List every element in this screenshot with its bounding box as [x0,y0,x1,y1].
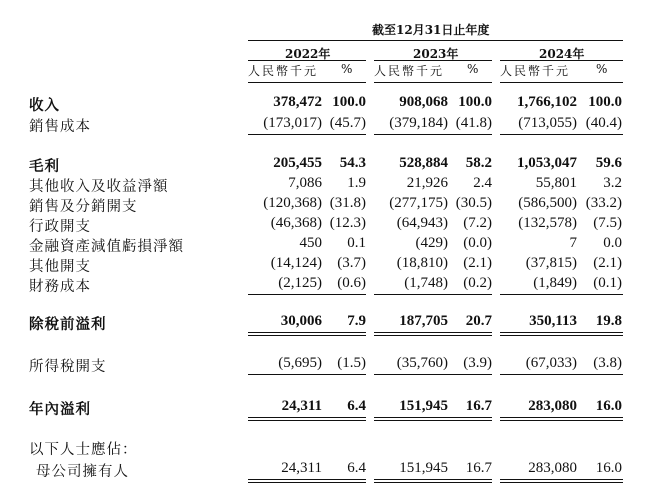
amount-cell: 187,705 [399,313,448,329]
amount-cell: (64,943) [396,215,448,231]
row-label: 行政開支 [29,219,91,235]
amount-cell: (1,748) [404,275,448,291]
total-underline [248,335,366,336]
percent-cell: 2.4 [473,175,492,191]
total-underline [248,420,366,421]
amount-cell: (713,055) [518,115,577,131]
amount-cell: (379,184) [389,115,448,131]
row-label: 年內溢利 [29,401,91,418]
total-underline [248,417,366,418]
percent-cell: (3.8) [593,355,622,371]
total-underline [248,482,366,483]
year-2022-rule [248,60,366,61]
percent-cell: 0.0 [603,235,622,251]
unit-2023-rule [374,82,492,83]
unit-2024-rule [500,82,623,83]
amount-cell: 1,766,102 [517,94,577,110]
percent-cell: 6.4 [347,398,366,414]
row-label: 所得稅開支 [29,359,107,375]
total-underline [500,482,623,483]
row-label: 除稅前溢利 [29,316,107,333]
amount-cell: 24,311 [281,460,322,476]
period-title: 截至12月31日止年度 [372,23,490,37]
percent-cell: 3.2 [603,175,622,191]
total-underline [248,374,366,375]
total-underline [374,134,492,135]
amount-cell: 283,080 [528,398,577,414]
percent-cell: (40.4) [585,115,622,131]
percent-cell: 20.7 [465,313,492,329]
row-label: 母公司擁有人 [36,464,129,480]
percent-cell: 16.7 [465,398,492,414]
percent-cell: (2.1) [463,255,492,271]
total-underline [248,332,366,333]
unit-percent-2022: % [341,62,355,76]
percent-cell: 16.0 [595,460,622,476]
amount-cell: (173,017) [263,115,322,131]
total-underline [374,420,492,421]
amount-cell: 55,801 [535,175,577,191]
total-underline [374,482,492,483]
amount-cell: 350,113 [529,313,577,329]
percent-cell: 6.4 [347,460,366,476]
total-underline [374,294,492,295]
row-label: 財務成本 [29,279,91,295]
row-label: 銷售及分銷開支 [29,199,138,215]
amount-cell: (5,695) [278,355,322,371]
percent-cell: (1.5) [337,355,366,371]
amount-cell: (35,760) [396,355,448,371]
total-underline [500,420,623,421]
total-underline [374,332,492,333]
amount-cell: (429) [415,235,448,251]
row-label: 銷售成本 [29,119,91,135]
total-underline [500,294,623,295]
total-underline [500,332,623,333]
amount-cell: 7 [569,235,577,251]
percent-cell: (0.2) [463,275,492,291]
row-label: 以下人士應佔： [29,442,138,458]
total-underline [248,294,366,295]
percent-cell: (0.0) [463,235,492,251]
total-underline [500,417,623,418]
amount-cell: 283,080 [528,460,577,476]
amount-cell: 205,455 [273,155,322,171]
total-underline [500,374,623,375]
year-2024-rule [500,60,623,61]
amount-cell: (132,578) [518,215,577,231]
amount-cell: 24,311 [281,398,322,414]
percent-cell: (7.2) [463,215,492,231]
percent-cell: (31.8) [329,195,366,211]
amount-cell: (586,500) [518,195,577,211]
percent-cell: 100.0 [588,94,622,110]
unit-amount-2022: 人民幣千元 [248,64,319,78]
amount-cell: 908,068 [399,94,448,110]
amount-cell: 378,472 [273,94,322,110]
unit-amount-2024: 人民幣千元 [500,64,571,78]
year-2024-header: 2024年 [539,47,585,61]
percent-cell: 100.0 [332,94,366,110]
amount-cell: (18,810) [396,255,448,271]
amount-cell: 528,884 [399,155,448,171]
amount-cell: (67,033) [525,355,577,371]
amount-cell: (120,368) [263,195,322,211]
unit-percent-2023: % [467,62,481,76]
total-underline [500,335,623,336]
amount-cell: (2,125) [278,275,322,291]
amount-cell: 7,086 [288,175,322,191]
unit-percent-2024: % [596,62,610,76]
row-label: 收入 [29,97,60,114]
total-underline [248,479,366,480]
percent-cell: (12.3) [329,215,366,231]
amount-cell: 450 [299,235,322,251]
period-title-rule [248,40,623,41]
percent-cell: 16.0 [595,398,622,414]
total-underline [374,335,492,336]
unit-2022-rule [248,82,366,83]
total-underline [500,479,623,480]
percent-cell: (45.7) [329,115,366,131]
year-2022-header: 2022年 [285,47,331,61]
percent-cell: (2.1) [593,255,622,271]
total-underline [500,134,623,135]
total-underline [374,374,492,375]
amount-cell: 151,945 [399,398,448,414]
percent-cell: (7.5) [593,215,622,231]
percent-cell: 1.9 [347,175,366,191]
percent-cell: (41.8) [455,115,492,131]
amount-cell: 1,053,047 [517,155,577,171]
unit-amount-2023: 人民幣千元 [374,64,445,78]
amount-cell: 151,945 [399,460,448,476]
amount-cell: (14,124) [270,255,322,271]
row-label: 其他收入及收益淨額 [29,179,169,195]
total-underline [374,479,492,480]
percent-cell: (3.7) [337,255,366,271]
percent-cell: 19.8 [595,313,622,329]
row-label: 毛利 [29,158,60,175]
row-label: 其他開支 [29,259,91,275]
percent-cell: (0.1) [593,275,622,291]
amount-cell: (1,849) [533,275,577,291]
amount-cell: (277,175) [389,195,448,211]
amount-cell: (46,368) [270,215,322,231]
percent-cell: 7.9 [347,313,366,329]
percent-cell: 100.0 [458,94,492,110]
year-2023-header: 2023年 [413,47,459,61]
percent-cell: (3.9) [463,355,492,371]
percent-cell: 54.3 [339,155,366,171]
percent-cell: 0.1 [347,235,366,251]
percent-cell: 16.7 [465,460,492,476]
percent-cell: (30.5) [455,195,492,211]
percent-cell: 59.6 [595,155,622,171]
total-underline [248,134,366,135]
amount-cell: (37,815) [525,255,577,271]
percent-cell: 58.2 [465,155,492,171]
amount-cell: 21,926 [406,175,448,191]
percent-cell: (33.2) [585,195,622,211]
total-underline [374,417,492,418]
amount-cell: 30,006 [280,313,322,329]
row-label: 金融資產減值虧損淨額 [29,239,184,255]
year-2023-rule [374,60,492,61]
percent-cell: (0.6) [337,275,366,291]
